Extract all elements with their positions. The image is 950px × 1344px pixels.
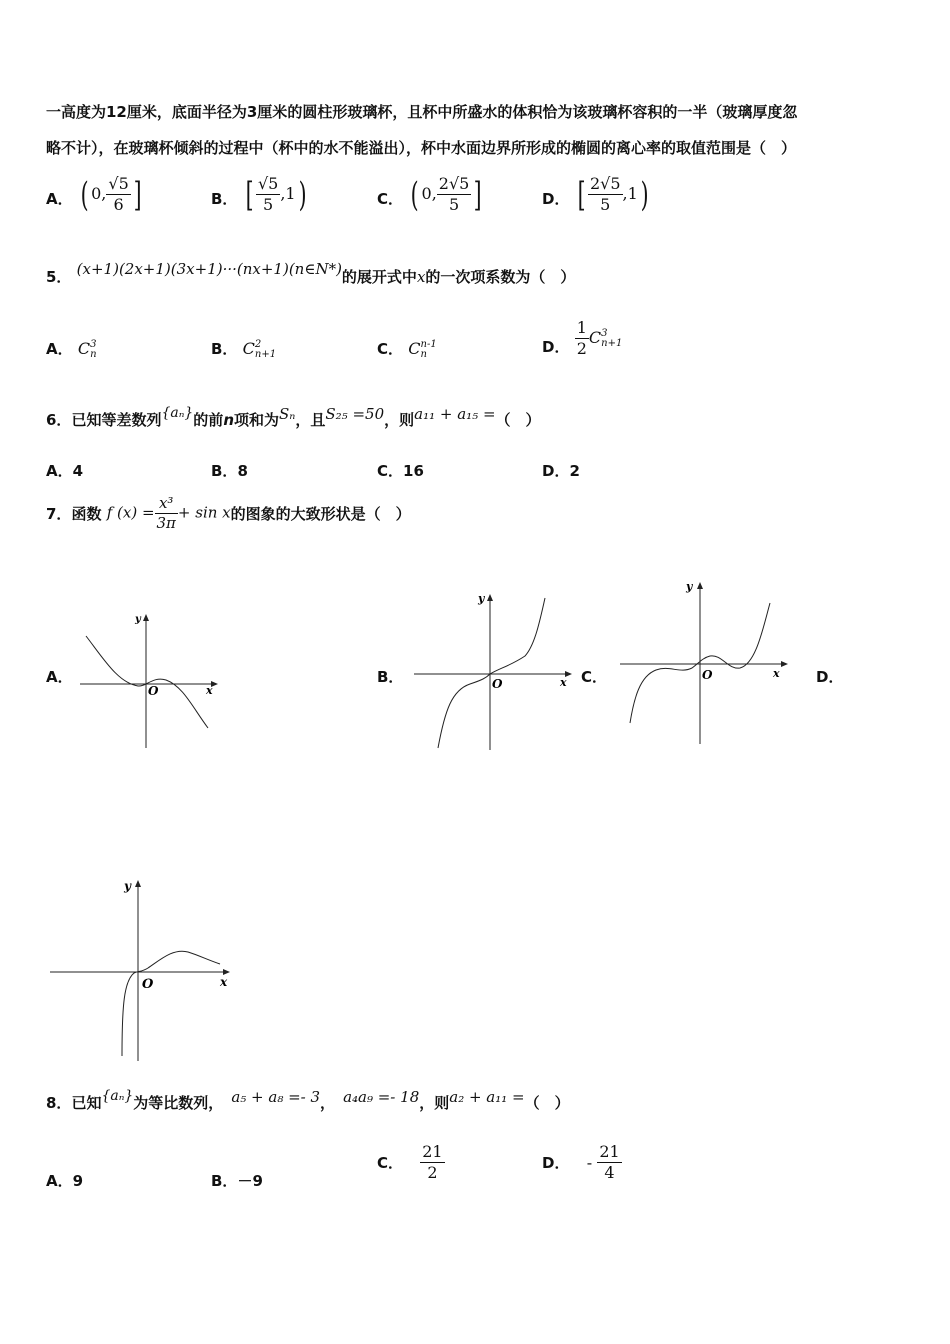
- y-arrow: [487, 594, 493, 601]
- q6-option-c[interactable]: [377, 460, 424, 481]
- curve: [86, 636, 208, 728]
- option-fraction: [256, 176, 280, 213]
- option-label: C．: [377, 190, 404, 208]
- option-label: B．: [211, 1172, 238, 1190]
- fraction-numerator: 2√5: [438, 174, 470, 193]
- q8-sequence: {aₙ}: [101, 1088, 134, 1104]
- q8-text2: 为等比数列，: [133, 1094, 224, 1112]
- q8-option-c[interactable]: [377, 1144, 445, 1181]
- option-value: 8: [237, 462, 248, 480]
- option-label: C．: [377, 340, 404, 358]
- q7-text1: 函数: [71, 504, 102, 523]
- fraction-numerator: √5: [257, 174, 279, 193]
- interval-right: ,1: [622, 184, 638, 203]
- option-label: C．: [377, 1154, 404, 1172]
- combination-c: C: [588, 328, 602, 347]
- q4-option-d[interactable]: [542, 176, 651, 213]
- fraction-denominator: 2: [576, 339, 587, 358]
- q6-option-a[interactable]: [46, 460, 83, 481]
- option-label: B．: [211, 462, 238, 480]
- fraction-denominator: 5: [263, 195, 274, 214]
- question-number: 7．: [46, 504, 72, 523]
- fraction-denominator: 4: [604, 1163, 615, 1182]
- y-arrow: [135, 880, 141, 887]
- fraction-numerator: √5: [108, 174, 129, 193]
- q8-comma: ，: [320, 1094, 336, 1112]
- option-label: B．: [211, 340, 238, 358]
- combination-c: C: [242, 339, 255, 358]
- origin-label: O: [148, 684, 159, 698]
- option-fraction: [575, 320, 589, 357]
- y-arrow: [697, 582, 703, 589]
- question-number: 6．: [46, 411, 72, 429]
- combination-expr: [243, 339, 276, 358]
- q8-stem: [46, 1088, 570, 1119]
- q6-text5: ，则: [384, 411, 415, 429]
- option-value: 9: [72, 1172, 84, 1190]
- option-label: B．: [211, 190, 238, 208]
- q7-function: [107, 496, 231, 531]
- q5-option-d[interactable]: [542, 320, 622, 357]
- option-interval: [575, 176, 651, 213]
- option-value: 4: [72, 462, 84, 480]
- interval-left: 0,: [91, 184, 107, 203]
- option-value: 16: [403, 462, 424, 480]
- q5-stem: [46, 262, 575, 292]
- combination-sub: n: [90, 348, 97, 360]
- axis-x-label: x: [220, 975, 228, 989]
- fraction-numerator: 2√5: [589, 174, 621, 193]
- axis-x-label: x: [560, 676, 567, 689]
- option-label: C．: [377, 462, 404, 480]
- q7-graph-d: [48, 876, 238, 1066]
- option-interval: [408, 176, 484, 213]
- q6-stem: [46, 405, 541, 436]
- option-fraction: [106, 176, 130, 213]
- q7-graph-a: [78, 608, 223, 753]
- combination-c: C: [408, 339, 421, 358]
- q8-option-a[interactable]: [46, 1170, 83, 1191]
- q8-text3: ，则: [419, 1094, 450, 1112]
- q6-ask: a₁₁ + a₁₅ =: [414, 405, 496, 423]
- x-arrow: [781, 661, 788, 667]
- fraction-numerator: 21: [599, 1142, 620, 1161]
- option-label: A．: [46, 1172, 73, 1190]
- q6-option-b[interactable]: [211, 460, 248, 481]
- paren-right: ): [640, 174, 649, 215]
- combination-sup: 3: [90, 338, 97, 350]
- bracket-right: ]: [133, 174, 142, 215]
- axis-y-label: y: [124, 879, 131, 893]
- option-sign: -: [586, 1153, 593, 1172]
- option-label: A．: [46, 190, 73, 208]
- q7-label-d[interactable]: D．: [816, 668, 844, 686]
- paren-right: ): [298, 174, 307, 215]
- fraction-denominator: 6: [113, 195, 124, 214]
- paren-left: (: [80, 174, 89, 215]
- q5-text: 的展开式中: [341, 268, 417, 286]
- fraction-numerator: x³: [155, 496, 178, 514]
- q6-text2: 的前: [193, 411, 224, 429]
- fraction-denominator: 3π: [156, 514, 176, 532]
- q8-condition2: a₄a₉ =- 18: [343, 1088, 420, 1106]
- option-value: －9: [237, 1172, 263, 1190]
- question-number: 5．: [46, 268, 72, 286]
- q5-option-b[interactable]: [211, 338, 276, 360]
- q4-option-c[interactable]: [377, 176, 485, 213]
- q8-ask: a₂ + a₁₁ =: [449, 1088, 525, 1106]
- fraction-denominator: 5: [448, 195, 460, 214]
- option-label: D．: [542, 338, 570, 356]
- option-fraction: [588, 176, 623, 213]
- option-fraction: [420, 1144, 444, 1181]
- origin-label: O: [702, 668, 713, 682]
- combination-expr: [78, 339, 97, 358]
- question-number: 8．: [46, 1094, 72, 1112]
- axis-y-label: y: [478, 592, 485, 605]
- q7-graph-b: [410, 590, 575, 755]
- q6-sum: Sₙ: [279, 405, 296, 423]
- option-label: D．: [542, 190, 570, 208]
- combination-sup: 3: [601, 327, 608, 339]
- bracket-left: [: [577, 174, 586, 215]
- q4-line2: 略不计），在玻璃杯倾斜的过程中（杯中的水不能溢出），杯中水面边界所形成的椭圆的离心率的取值范围是（ ）: [46, 139, 797, 157]
- q7-graph-c: [618, 578, 793, 748]
- q6-text4: ，且: [295, 411, 326, 429]
- combination-sub: n: [420, 348, 427, 360]
- combination-sub: n+1: [601, 337, 623, 349]
- combination-sup: 2: [254, 338, 262, 350]
- function-fraction: [155, 496, 178, 531]
- q7-text2: 的图象的大致形状是（ ）: [230, 504, 411, 523]
- q6-sequence: {aₙ}: [161, 405, 194, 421]
- q5-option-a[interactable]: [46, 338, 97, 360]
- q7-label-c[interactable]: C．: [581, 668, 608, 686]
- interval-left: 0,: [421, 184, 437, 203]
- option-fraction: [597, 1144, 621, 1181]
- q4-option-a[interactable]: [46, 176, 144, 213]
- axis-y-label: y: [686, 580, 693, 593]
- axis-x-label: x: [206, 684, 213, 697]
- q6-condition: S₂₅ =50: [325, 405, 385, 423]
- q4-option-b[interactable]: [211, 176, 309, 213]
- combination-sup: n-1: [420, 338, 437, 350]
- origin-label: O: [492, 677, 503, 691]
- option-interval: [78, 176, 144, 213]
- option-label: A．: [46, 462, 73, 480]
- function-sin: + sin x: [177, 503, 231, 522]
- option-label: D．: [542, 462, 570, 480]
- option-label: D．: [542, 1154, 570, 1172]
- q8-option-d[interactable]: [542, 1144, 622, 1181]
- q6-n: n: [223, 411, 234, 429]
- q6-text6: （ ）: [495, 411, 541, 429]
- curve: [122, 951, 220, 1056]
- q4-line1: 一高度为12厘米，底面半径为3厘米的圆柱形玻璃杯，且杯中所盛水的体积恰为该玻璃杯容积的一半（玻璃厚度忽: [46, 103, 798, 121]
- fraction-numerator: 21: [422, 1142, 443, 1161]
- combination-sub: n+1: [254, 348, 277, 360]
- combination-expr: [408, 339, 436, 358]
- axis-y-label: y: [135, 614, 141, 625]
- interval-right: ,1: [280, 184, 296, 203]
- q5-var: x: [416, 268, 426, 286]
- combination-c: C: [77, 339, 91, 358]
- option-interval: [243, 176, 309, 213]
- fraction-denominator: 5: [600, 195, 611, 214]
- fraction-denominator: 2: [427, 1163, 438, 1182]
- q6-option-d[interactable]: [542, 460, 580, 481]
- q6-text3: 项和为: [234, 411, 280, 429]
- y-arrow: [143, 614, 149, 621]
- q7-label-b[interactable]: B．: [377, 668, 404, 686]
- paren-left: (: [410, 174, 419, 215]
- bracket-left: [: [245, 174, 254, 215]
- q8-condition1: a₅ + a₈ =- 3: [231, 1088, 321, 1106]
- axis-x-label: x: [773, 667, 780, 680]
- q5-expression: (x+1)(2x+1)(3x+1)···(nx+1)(n∈N*): [76, 260, 342, 278]
- origin-label: O: [142, 977, 154, 992]
- q8-text4: （ ）: [524, 1094, 570, 1112]
- q8-text1: 已知: [71, 1094, 102, 1112]
- q5-option-c[interactable]: [377, 338, 437, 360]
- q5-text2: 的一次项系数为（ ）: [425, 268, 576, 286]
- option-label: A．: [46, 340, 73, 358]
- q7-stem: [46, 496, 411, 531]
- q7-label-a[interactable]: A．: [46, 668, 73, 686]
- function-lhs: f (x) =: [106, 503, 155, 522]
- combination-expr: [575, 320, 623, 357]
- curve: [438, 598, 545, 748]
- fraction-numerator: 1: [576, 318, 587, 337]
- bracket-right: ]: [473, 174, 482, 215]
- q8-option-b[interactable]: [211, 1170, 263, 1191]
- option-fraction: [437, 176, 472, 213]
- q6-text1: 已知等差数列: [71, 411, 162, 429]
- option-value: 2: [569, 462, 580, 480]
